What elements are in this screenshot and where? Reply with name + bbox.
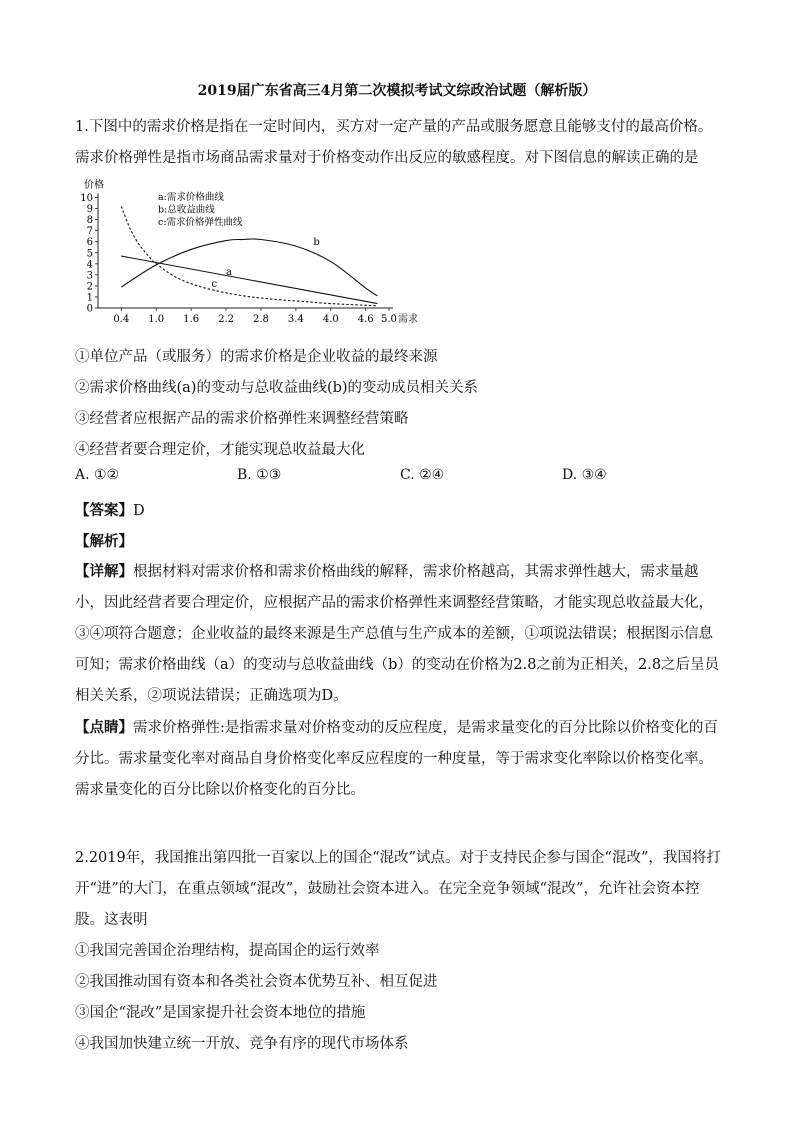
note-text: 需求价格弹性:是指需求量对价格变动的反应程度，是需求量变化的百分比除以价格变化的百分比。需求量变化率对商品自身价格变化率反应程度的一种度量，等于需求变化率除以价格变化率。需求量变化的百分比除以价格变化的百分比。 — [75, 720, 718, 798]
curve-label-a: a — [226, 266, 233, 278]
option-c: C. ②④ — [400, 467, 445, 483]
x-tick-label: 1.0 — [148, 314, 165, 325]
q2-stem: 2.2019年，我国推出第四批一百家以上的国企“混改”试点。对于支持民企参与国企“混改”，我国将打开“进”的大门，在重点领域“混改”，鼓励社会资本进入。在完全竞争领域“混改”，允许社会资本控股。这表明 — [75, 850, 721, 928]
x-tick-label: 4.6 — [357, 314, 374, 325]
y-tick-label: 6 — [86, 237, 93, 249]
q1-stem: 1.下图中的需求价格是指在一定时间内，买方对一定产量的产品或服务愿意且能够支付的最高价格。需求价格弹性是指市场商品需求量对于价格变动作出反应的敏感程度。对下图信息的解读正确的是 — [75, 119, 713, 166]
demand-chart — [80, 176, 430, 331]
q1-statement-2: ②需求价格曲线(a)的变动与总收益曲线(b)的变动成员相关关系 — [75, 380, 479, 396]
answer-tag: 【答案】 — [75, 502, 133, 519]
q1-statement-1: ①单位产品（或服务）的需求价格是企业收益的最终来源 — [75, 349, 438, 365]
y-tick-label: 4 — [86, 259, 93, 271]
analysis-tag: 【解析】 — [75, 533, 133, 550]
q1-statement-4: ④经营者要合理定价，才能实现总收益最大化 — [75, 442, 365, 458]
x-axis-label: 需求 — [398, 314, 418, 325]
option-b: B. ①③ — [237, 467, 282, 483]
curve-label-b: b — [313, 237, 320, 249]
curve-label-c: c — [211, 279, 218, 291]
y-tick-label: 1 — [86, 292, 93, 304]
x-tick-label: 2.8 — [253, 314, 269, 325]
page-title: 2019届广东省高三4月第二次模拟考试文综政治试题（解析版） — [197, 83, 597, 99]
note-tag: 【点睛】 — [75, 719, 133, 736]
series-b-line — [121, 239, 377, 296]
y-tick-label: 5 — [86, 248, 93, 260]
y-tick-label: 0 — [86, 303, 93, 315]
y-tick-label: 8 — [86, 215, 93, 227]
answer-line — [75, 499, 145, 520]
x-tick-label: 2.2 — [218, 314, 234, 325]
q1-statement-3: ③经营者应根据产品的需求价格弹性来调整经营策略 — [75, 411, 409, 427]
legend-item: a:需求价格曲线 — [158, 192, 224, 203]
y-tick-label: 3 — [86, 270, 93, 282]
detail-paragraph — [75, 556, 725, 712]
x-tick-label: 3.4 — [287, 314, 304, 325]
note-paragraph — [75, 712, 725, 806]
x-tick-label: 5.0 — [381, 314, 397, 325]
q2-statement-1: ①我国完善国企治理结构，提高国企的运行效率 — [75, 943, 380, 959]
option-a: A. ①② — [75, 467, 120, 483]
legend-item: b:总收益曲线 — [158, 204, 215, 216]
legend-item: c:需求价格弹性曲线 — [158, 217, 243, 228]
q2-statement-4: ④我国加快建立统一开放、竞争有序的现代市场体系 — [75, 1036, 409, 1052]
x-tick-label: 0.4 — [113, 314, 130, 325]
q2-statement-2: ②我国推动国有资本和各类社会资本优势互补、相互促进 — [75, 974, 438, 990]
y-tick-label: 7 — [86, 226, 93, 238]
y-tick-label: 9 — [86, 204, 93, 216]
option-d: D. ③④ — [562, 467, 607, 483]
y-axis-label: 价格 — [84, 180, 104, 191]
x-tick-label: 4.0 — [322, 314, 339, 325]
x-tick-label: 1.6 — [183, 314, 200, 325]
answer-value: D — [133, 503, 145, 519]
q2-statement-3: ③国企“混改”是国家提升社会资本地位的措施 — [75, 1005, 366, 1021]
y-tick-label: 10 — [80, 193, 93, 204]
y-tick-label: 2 — [86, 281, 93, 293]
detail-tag: 【详解】 — [75, 563, 133, 580]
detail-text: 根据材料对需求价格和需求价格曲线的解释，需求价格越高，其需求弹性越大，需求量越小，因此经营者要合理定价，应根据产品的需求价格弹性来调整经营策略，才能实现总收益最大化，③④项符合题意；企业收益的最终来源是生产总值与生产成本的差额，①项说法错误；根据图示信息可知；需求价格曲线（a）的变动与总收益曲线（b）的变动在价格为2.8之前为正相关，2.8之后呈员相关关系，②项说法错误；正确选项为D。 — [75, 564, 720, 704]
